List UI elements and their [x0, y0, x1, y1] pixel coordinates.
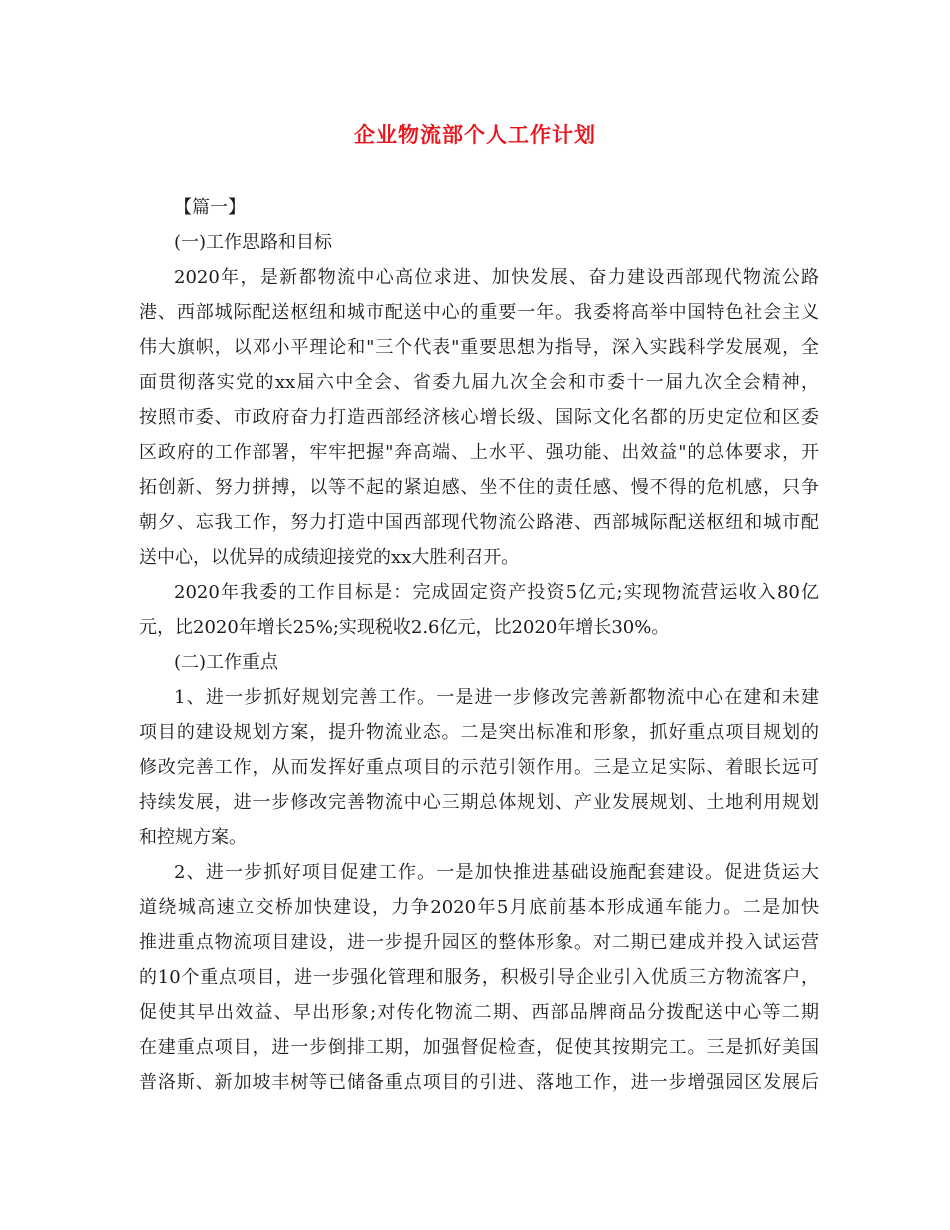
paragraph-line: 和控规方案。: [139, 827, 247, 848]
paragraph-line: 项目的建设规划方案，提升物流业态。二是突出标准和形象，抓好重点项目规划的: [139, 722, 819, 743]
paragraph-line: 区政府的工作部署，牢牢把握"奔高端、上水平、强功能、出效益"的总体要求，开: [139, 442, 819, 463]
paragraph-line: 2、进一步抓好项目促建工作。一是加快推进基础设施配套建设。促进货运大: [174, 862, 819, 883]
paragraph-line: 伟大旗帜，以邓小平理论和"三个代表"重要思想为指导，深入实践科学发展观，全: [139, 337, 819, 358]
paragraph-line: 港、西部城际配送枢纽和城市配送中心的重要一年。我委将高举中国特色社会主义: [139, 302, 819, 323]
paragraph-line: 元，比2020年增长25%;实现税收2.6亿元，比2020年增长30%。: [139, 617, 670, 638]
paragraph-line: 拓创新、努力拼搏，以等不起的紧迫感、坐不住的责任感、慢不得的危机感，只争: [139, 477, 819, 498]
paragraph-line: 的10个重点项目，进一步强化管理和服务，积极引导企业引入优质三方物流客户，: [139, 967, 819, 988]
paragraph-line: 促使其早出效益、早出形象;对传化物流二期、西部品牌商品分拨配送中心等二期: [139, 1002, 819, 1023]
paragraph-line: 1、进一步抓好规划完善工作。一是进一步修改完善新都物流中心在建和未建: [174, 687, 819, 708]
document-body: [139, 190, 819, 1100]
paragraph-line: 普洛斯、新加坡丰树等已储备重点项目的引进、落地工作，进一步增强园区发展后: [139, 1072, 819, 1093]
paragraph-line: 推进重点物流项目建设，进一步提升园区的整体形象。对二期已建成并投入试运营: [139, 932, 819, 953]
paragraph-line: (一)工作思路和目标: [174, 232, 333, 253]
paragraph-line: 朝夕、忘我工作，努力打造中国西部现代物流公路港、西部城际配送枢纽和城市配: [139, 512, 819, 533]
paragraph-line: 2020年我委的工作目标是：完成固定资产投资5亿元;实现物流营运收入80亿: [174, 582, 819, 603]
paragraph-line: 面贯彻落实党的xx届六中全会、省委九届九次全会和市委十一届九次全会精神，: [139, 372, 819, 393]
paragraph-line: 在建重点项目，进一步倒排工期，加强督促检查，促使其按期完工。三是抓好美国: [139, 1037, 819, 1058]
paragraph-line: 送中心，以优异的成绩迎接党的xx大胜利召开。: [139, 547, 520, 568]
paragraph-line: 道绕城高速立交桥加快建设，力争2020年5月底前基本形成通车能力。二是加快: [139, 897, 819, 918]
paragraph-line: 按照市委、市政府奋力打造西部经济核心增长级、国际文化名都的历史定位和区委: [139, 407, 819, 428]
paragraph-line: 持续发展，进一步修改完善物流中心三期总体规划、产业发展规划、土地利用规划: [139, 792, 819, 813]
paragraph-line: 2020年，是新都物流中心高位求进、加快发展、奋力建设西部现代物流公路: [174, 267, 819, 288]
paragraph-line: 【篇一】: [174, 197, 246, 218]
paragraph-line: (二)工作重点: [174, 652, 279, 673]
paragraph-line: 修改完善工作，从而发挥好重点项目的示范引领作用。三是立足实际、着眼长远可: [139, 757, 819, 778]
document-title: 企业物流部个人工作计划: [354, 122, 596, 147]
